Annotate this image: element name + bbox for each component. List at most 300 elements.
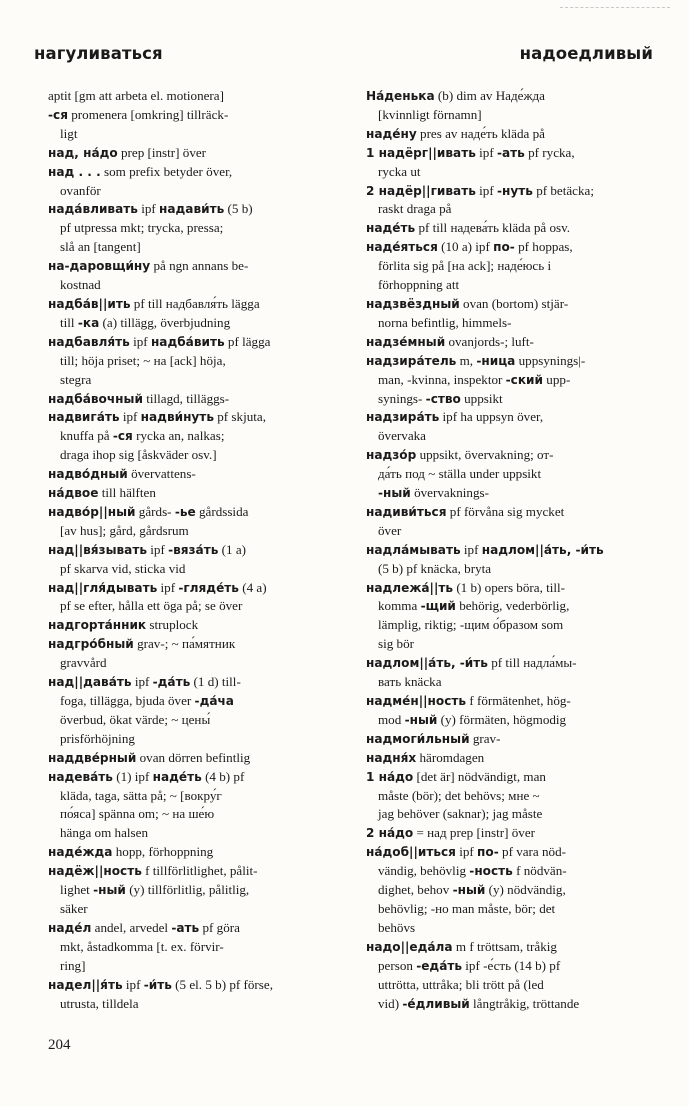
- dictionary-entry: [366, 125, 656, 144]
- definition-text: ipf: [125, 976, 141, 992]
- definition-text: ipf: [459, 844, 474, 860]
- right-column: [366, 87, 656, 1013]
- definition-text: utrusta, tilldela: [60, 995, 139, 1011]
- entry-continuation-line: [366, 465, 656, 484]
- headword: На́денька: [366, 89, 435, 103]
- entry-continuation-line: [366, 957, 656, 976]
- entry-continuation-line: [48, 276, 338, 295]
- entry-continuation-line: [48, 560, 338, 579]
- definition-text: ipf: [160, 579, 176, 595]
- entry-continuation-line: [366, 900, 656, 919]
- headword: наде́ну: [366, 126, 417, 141]
- entry-continuation-line: [48, 238, 338, 257]
- definition-text: hopp, förhoppning: [115, 844, 214, 860]
- entry-continuation-line: [366, 484, 656, 503]
- definition-text: raskt draga på: [378, 201, 452, 217]
- headword-form: -да́ть: [152, 675, 191, 690]
- headword: надба́в||ить: [48, 296, 131, 311]
- headword-form: -ница: [476, 353, 516, 368]
- dictionary-entry: [366, 352, 656, 371]
- definition-text: kläda, taga, sätta på; ~ [вокру́г: [60, 787, 222, 803]
- definition-text: (4 a): [242, 579, 267, 595]
- headword-form: -ный: [378, 486, 411, 501]
- dictionary-entry: [366, 219, 656, 238]
- definition-text: ipf: [479, 144, 494, 160]
- definition-text: förlita sig på [на ack]; наде́юсь i: [378, 258, 552, 274]
- entry-continuation-line: [48, 692, 338, 711]
- headword: -ся: [48, 107, 68, 122]
- definition-text: rycka ut: [378, 163, 421, 179]
- entry-continuation-line: [48, 995, 338, 1014]
- definition-text: (b) dim av Наде́жда: [437, 88, 545, 103]
- headword: надла́мывать: [366, 542, 461, 557]
- headword-form: -ный: [93, 883, 126, 898]
- entry-continuation-line: [48, 352, 338, 371]
- headword-form: -ский: [505, 372, 544, 387]
- entry-continuation-line: [48, 938, 338, 957]
- definition-text: (a) tillägg, överbjudning: [102, 314, 231, 330]
- dictionary-entry: [48, 200, 338, 219]
- entry-continuation-line: [48, 805, 338, 824]
- definition-text: (5 el. 5 b) pf förse,: [175, 976, 273, 992]
- headword-form: -ать: [496, 145, 525, 160]
- definition-text: (5 b) pf knäcka, bryta: [378, 560, 492, 576]
- definition-text: ipf: [479, 182, 494, 198]
- dictionary-entry: [48, 144, 338, 163]
- definition-text: övervaknings-: [414, 485, 489, 501]
- definition-text: pf göra: [202, 919, 240, 935]
- dictionary-entry: [366, 749, 656, 768]
- definition-text: prep [instr] över: [120, 144, 207, 160]
- entry-continuation-line: [366, 106, 656, 125]
- dictionary-entry: [48, 503, 338, 522]
- entry-continuation-line: [366, 257, 656, 276]
- entry-continuation-line: [366, 276, 656, 295]
- definition-text: pf rycka,: [528, 144, 575, 160]
- headword-form: по-: [493, 240, 515, 255]
- entry-continuation-line: [366, 862, 656, 881]
- entry-continuation-line: [366, 371, 656, 390]
- entry-continuation-line: [366, 976, 656, 995]
- definition-text: pf utpressa mkt; trycka, pressa;: [60, 220, 224, 236]
- headword-form: -е́дливый: [402, 996, 470, 1011]
- definition-text: struplock: [149, 617, 199, 633]
- dictionary-entry: [48, 541, 338, 560]
- definition-text: vändig, behövlig: [378, 863, 467, 879]
- headword: 1 надёрг||ивать: [366, 145, 476, 160]
- headword-form: -ство: [425, 391, 461, 406]
- definition-text: överbud, ökat värde; ~ цены́: [60, 711, 211, 727]
- headword: надзвёздный: [366, 296, 460, 311]
- definition-text: grav-; ~ па́мятник: [137, 636, 236, 652]
- definition-text: f tillförlitlighet, pålit-: [145, 863, 258, 879]
- dictionary-entry: [48, 333, 338, 352]
- dictionary-entry: [366, 144, 656, 163]
- definition-text: (y) nödvändig,: [488, 882, 566, 898]
- definition-text: långtråkig, tröttande: [473, 995, 580, 1011]
- entry-continuation-line: [48, 314, 338, 333]
- headword: надме́н||ность: [366, 694, 467, 708]
- headword-form: -еда́ть: [416, 958, 463, 973]
- definition-text: m f tröttsam, tråkig: [455, 938, 557, 954]
- running-head-right: надоедливый: [519, 44, 653, 63]
- definition-text: dighet, behov: [378, 882, 450, 898]
- entry-continuation-line: [48, 881, 338, 900]
- definition-text: [det är] nödvändigt, man: [416, 768, 546, 784]
- entry-continuation-line: [48, 957, 338, 976]
- headword: на́доб||иться: [366, 845, 456, 860]
- entry-continuation-line: [366, 673, 656, 692]
- definition-text: häromdagen: [419, 749, 485, 765]
- definition-text: rycka an, nalkas;: [136, 428, 225, 444]
- definition-text: uppsynings|-: [518, 352, 586, 368]
- definition-text: ipf: [134, 674, 150, 690]
- definition-text: ovan (bortom) stjär-: [463, 295, 569, 311]
- entry-continuation-line: [366, 919, 656, 938]
- headword-form: надба́вить: [150, 334, 225, 349]
- dictionary-entry: [366, 938, 656, 957]
- definition-text: draga ihop sig [åskväder osv.]: [60, 447, 217, 463]
- headword: надиви́ться: [366, 504, 447, 519]
- headword: над||гля́дывать: [48, 580, 158, 595]
- definition-text: ring]: [60, 957, 86, 973]
- definition-text: övervaka: [378, 428, 426, 444]
- running-head-left: нагуливаться: [34, 44, 163, 63]
- definition-text: gårds-: [138, 503, 172, 519]
- entry-continuation-line: [48, 446, 338, 465]
- headword: наде́жда: [48, 845, 113, 860]
- definition-text: (1 b) opers böra, till-: [456, 579, 566, 595]
- dictionary-entry: [366, 768, 656, 787]
- dictionary-entry: [48, 635, 338, 654]
- entry-continuation-line: [366, 616, 656, 635]
- dictionary-entry: [48, 919, 338, 938]
- definition-text: knuffa på: [60, 428, 110, 444]
- definition-text: sig bör: [378, 636, 415, 652]
- definition-text: promenera [omkring] tillräck-: [71, 106, 229, 122]
- definition-text: till: [60, 314, 75, 330]
- headword: надгро́бный: [48, 637, 134, 652]
- definition-text: gårdssida: [198, 503, 249, 519]
- headword-form: -ный: [452, 883, 486, 898]
- definition-text: gravvård: [60, 655, 107, 671]
- top-rule: [560, 7, 670, 8]
- definition-text: ipf: [133, 333, 148, 349]
- dictionary-entry: [366, 824, 656, 843]
- definition-text: pf till надла́мы-: [491, 655, 577, 671]
- dictionary-entry: [366, 87, 656, 106]
- definition-text: hänga om halsen: [60, 825, 148, 841]
- dictionary-entry: [366, 333, 656, 352]
- entry-continuation-line: [366, 881, 656, 900]
- definition-text: upp-: [546, 371, 571, 387]
- headword: нада́вливать: [48, 202, 138, 217]
- definition-text: norna befintlig, himmels-: [378, 314, 512, 330]
- definition-text: вать knäcka: [378, 674, 442, 690]
- entry-continuation-line: [48, 219, 338, 238]
- headword: надзо́р: [366, 448, 417, 463]
- entry-continuation-line: [366, 314, 656, 333]
- definition-text: lämplig, riktig; -щим о́бразом som: [378, 617, 564, 633]
- dictionary-entry: [366, 843, 656, 862]
- headword: надвига́ть: [48, 410, 120, 425]
- definition-text: pf skjuta,: [217, 409, 266, 425]
- headword: надбавля́ть: [48, 334, 130, 349]
- definition-text: (1 d) till-: [193, 674, 241, 690]
- headword: наддве́рный: [48, 750, 137, 765]
- definition-text: behövlig; -но man måste, bör; det: [378, 900, 556, 916]
- entry-continuation-line: [48, 125, 338, 144]
- headword: над, на́до: [48, 145, 118, 160]
- definition-text: synings-: [378, 390, 423, 406]
- definition-text: pf till надева́ть kläda på osv.: [418, 220, 571, 236]
- headword: надба́вочный: [48, 391, 143, 406]
- dictionary-entry: [366, 238, 656, 257]
- definition-text: övervattens-: [131, 466, 196, 482]
- definition-text: ligt: [60, 125, 78, 141]
- definition-text: (y) förmäten, högmodig: [440, 711, 567, 727]
- dictionary-entry: [48, 768, 338, 787]
- dictionary-entry: [366, 579, 656, 598]
- dictionary-entry: [366, 408, 656, 427]
- definition-text: säker: [60, 900, 88, 916]
- definition-text: да́ть под ~ ställa under uppsikt: [378, 466, 542, 482]
- definition-text: pf betäcka;: [536, 182, 594, 198]
- headword: над . . .: [48, 164, 101, 179]
- dictionary-entry: [366, 730, 656, 749]
- dictionary-entry: [48, 579, 338, 598]
- dictionary-entry: [48, 295, 338, 314]
- headword: надзира́ть: [366, 410, 440, 425]
- dictionary-entry: [48, 673, 338, 692]
- entry-continuation-line: [48, 597, 338, 616]
- headword-form: -вяза́ть: [168, 542, 219, 557]
- definition-text: ovanför: [60, 182, 101, 198]
- headword-form: -гляде́ть: [178, 580, 239, 595]
- definition-text: ipf -е́сть (14 b) pf: [465, 957, 561, 973]
- headword-form: -щий: [420, 599, 456, 614]
- entry-continuation-line: [48, 730, 338, 749]
- headword: надзе́мный: [366, 334, 446, 349]
- entry-continuation-line: [366, 787, 656, 806]
- headword: надева́ть: [48, 769, 113, 784]
- definition-text: måste (bör); det behövs; мне ~: [378, 787, 540, 803]
- definition-text: (10 a) ipf: [441, 239, 490, 255]
- definition-text: pres av наде́ть kläda på: [420, 125, 545, 141]
- definition-text: foga, tillägga, bjuda över: [60, 693, 192, 708]
- definition-text: aptit [gm att arbeta el. motionera]: [48, 88, 224, 103]
- definition-text: ovan dörren befintlig: [139, 749, 251, 765]
- headword: надня́х: [366, 750, 417, 765]
- headword-form: надлом||а́ть, -и́ть: [481, 542, 604, 557]
- headword-form: наде́ть: [152, 769, 202, 784]
- definition-text: på ngn annans be-: [153, 258, 249, 274]
- definition-text: kostnad: [60, 277, 101, 293]
- definition-text: pf lägga: [227, 333, 271, 349]
- definition-text: f förmätenhet, hög-: [469, 693, 571, 708]
- dictionary-entry: [48, 87, 338, 106]
- definition-text: jag behöver (saknar); jag måste: [378, 806, 543, 822]
- dictionary-entry: [48, 484, 338, 503]
- entry-continuation-line: [366, 427, 656, 446]
- definition-text: ipf: [150, 541, 165, 557]
- definition-text: lighet: [60, 882, 90, 898]
- definition-text: pf till надбавля́ть lägga: [133, 295, 260, 311]
- entry-continuation-line: [366, 995, 656, 1014]
- definition-text: person: [378, 957, 413, 973]
- definition-text: ovanjords-; luft-: [448, 333, 534, 349]
- entry-continuation-line: [48, 824, 338, 843]
- entry-continuation-line: [366, 200, 656, 219]
- definition-text: som prefix betyder över,: [103, 163, 233, 179]
- headword: надёж||ность: [48, 864, 142, 879]
- left-column: [48, 87, 338, 1013]
- definition-text: komma: [378, 598, 418, 614]
- definition-text: man, -kvinna, inspektor: [378, 371, 503, 387]
- definition-text: tillagd, tilläggs-: [146, 390, 230, 406]
- dictionary-entry: [366, 295, 656, 314]
- definition-text: vid): [378, 995, 400, 1011]
- headword: надел||я́ть: [48, 977, 123, 992]
- headword-form: -ье: [174, 504, 196, 519]
- entry-continuation-line: [48, 787, 338, 806]
- headword-form: -нуть: [496, 183, 533, 198]
- headword: на-даровщи́ну: [48, 259, 151, 274]
- headword: надо||еда́ла: [366, 939, 453, 954]
- entry-continuation-line: [48, 371, 338, 390]
- definition-text: [av hus]; gård, gårdsrum: [60, 522, 189, 538]
- definition-text: по́яса] spänna om; ~ на ше́ю: [60, 806, 215, 822]
- entry-continuation-line: [48, 654, 338, 673]
- definition-text: ipf: [122, 409, 138, 425]
- entry-continuation-line: [366, 163, 656, 182]
- dictionary-entry: [48, 408, 338, 427]
- dictionary-entry: [366, 541, 656, 560]
- headword: надзира́тель: [366, 353, 457, 368]
- headword-form: по-: [477, 845, 499, 860]
- definition-text: till hälften: [101, 485, 156, 501]
- definition-text: mkt, åstadkomma [t. ex. förvir-: [60, 938, 224, 954]
- definition-text: f nödvän-: [516, 863, 567, 879]
- headword: надгорта́нник: [48, 618, 147, 633]
- headword-form: -ся: [112, 429, 133, 444]
- headword: 1 на́до: [366, 769, 414, 784]
- dictionary-entry: [48, 749, 338, 768]
- headword: надлежа́||ть: [366, 580, 454, 595]
- entry-continuation-line: [366, 522, 656, 541]
- dictionary-entry: [48, 163, 338, 182]
- definition-text: stegra: [60, 371, 92, 387]
- dictionary-entry: [48, 106, 338, 125]
- definition-text: pf se efter, hålla ett öga på; se över: [60, 598, 243, 614]
- definition-text: uppsikt: [464, 390, 503, 406]
- entry-continuation-line: [366, 560, 656, 579]
- dictionary-entry: [366, 654, 656, 673]
- definition-text: pf förvåna sig mycket: [449, 503, 565, 519]
- dictionary-entry: [366, 692, 656, 711]
- headword: на́двое: [48, 486, 99, 501]
- definition-text: prisförhöjning: [60, 730, 135, 746]
- headword-form: надви́нуть: [140, 410, 214, 425]
- definition-text: slå an [tangent]: [60, 239, 141, 255]
- headword-form: -ность: [469, 864, 513, 879]
- headword: надво́р||ный: [48, 504, 136, 519]
- definition-text: ipf ha uppsyn över,: [442, 409, 544, 425]
- definition-text: andel, arvedel: [94, 919, 169, 935]
- headword-form: надави́ть: [159, 202, 225, 217]
- headword: надлом||а́ть, -и́ть: [366, 656, 488, 671]
- dictionary-entry: [48, 976, 338, 995]
- definition-text: pf vara nöd-: [502, 844, 567, 860]
- definition-text: m,: [459, 352, 474, 368]
- definition-text: behövs: [378, 919, 416, 935]
- entry-continuation-line: [48, 900, 338, 919]
- entry-continuation-line: [48, 427, 338, 446]
- dictionary-entry: [48, 862, 338, 881]
- headword-form: -ать: [171, 920, 200, 935]
- entry-continuation-line: [366, 805, 656, 824]
- headword: над||вя́зывать: [48, 542, 147, 557]
- definition-text: förhoppning att: [378, 277, 460, 293]
- page-number: 204: [48, 1037, 71, 1053]
- entry-continuation-line: [48, 182, 338, 201]
- definition-text: (y) tillförlitlig, pålitlig,: [129, 882, 250, 898]
- definition-text: grav-: [472, 730, 501, 746]
- definition-text: uppsikt, övervakning; от-: [419, 447, 554, 463]
- dictionary-entry: [48, 257, 338, 276]
- entry-continuation-line: [366, 635, 656, 654]
- headword-form: -да́ча: [194, 694, 234, 708]
- definition-text: ipf: [463, 541, 479, 557]
- definition-text: uttrötta, uttråka; bli trött på (led: [378, 976, 544, 992]
- definition-text: ipf: [141, 201, 156, 217]
- entry-continuation-line: [366, 390, 656, 409]
- headword: 2 надёр||гивать: [366, 183, 476, 198]
- headword: 2 на́до: [366, 826, 414, 841]
- dictionary-entry: [48, 616, 338, 635]
- definition-text: mod: [378, 711, 402, 727]
- headword: надмоги́льный: [366, 731, 470, 746]
- entry-continuation-line: [366, 597, 656, 616]
- definition-text: över: [378, 522, 402, 538]
- definition-text: [kvinnligt förnamn]: [378, 106, 482, 122]
- headword: наде́ть: [366, 221, 416, 236]
- definition-text: (1) ipf: [116, 768, 150, 784]
- definition-text: till; höja priset; ~ на [ack] höja,: [60, 352, 226, 368]
- headword: над||дава́ть: [48, 675, 132, 690]
- headword-form: -ный: [404, 712, 438, 727]
- definition-text: = над prep [instr] över: [416, 825, 535, 841]
- headword: наде́яться: [366, 240, 438, 255]
- headword: надво́дный: [48, 467, 128, 482]
- entry-continuation-line: [48, 711, 338, 730]
- headword: наде́л: [48, 920, 92, 935]
- definition-text: behörig, vederbörlig,: [459, 598, 570, 614]
- entry-continuation-line: [366, 711, 656, 730]
- headword-form: -и́ть: [143, 977, 172, 992]
- dictionary-entry: [48, 843, 338, 862]
- definition-text: (4 b) pf: [205, 768, 245, 784]
- headword-form: -ка: [77, 315, 100, 330]
- dictionary-entry: [366, 446, 656, 465]
- definition-text: (1 a): [221, 541, 247, 557]
- definition-text: pf hoppas,: [518, 239, 573, 255]
- dictionary-entry: [48, 465, 338, 484]
- dictionary-entry: [366, 503, 656, 522]
- dictionary-entry: [48, 390, 338, 409]
- dictionary-entry: [366, 182, 656, 201]
- definition-text: (5 b): [227, 201, 253, 217]
